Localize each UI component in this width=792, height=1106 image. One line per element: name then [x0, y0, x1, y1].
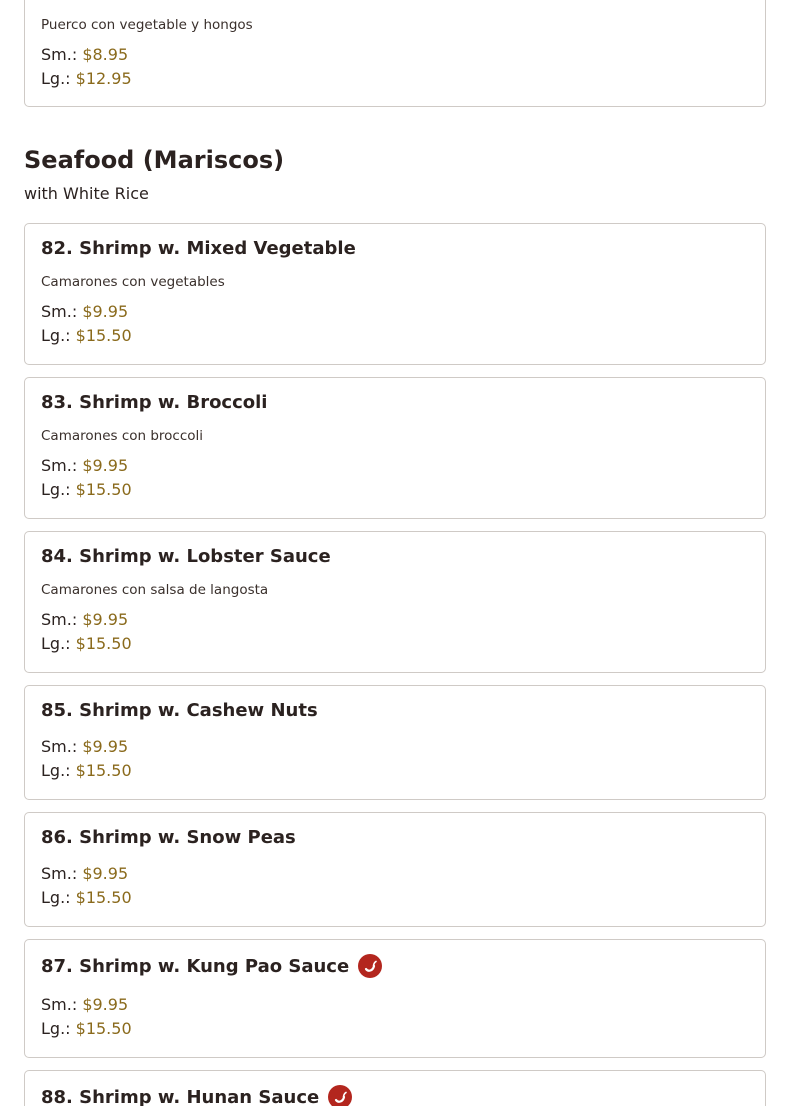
- item-name: 85. Shrimp w. Cashew Nuts: [41, 700, 318, 721]
- item-title: [41, 954, 382, 978]
- item-title: [41, 700, 318, 721]
- price-large-value: $15.50: [75, 634, 132, 653]
- price-small-value: $9.95: [82, 302, 129, 321]
- price-small-value: $9.95: [82, 610, 129, 629]
- price-small-label: Sm.:: [41, 995, 78, 1014]
- menu-item-card: [24, 223, 766, 365]
- item-name: 84. Shrimp w. Lobster Sauce: [41, 546, 331, 567]
- item-title: [41, 392, 267, 413]
- item-title: [41, 238, 356, 259]
- price-small-value: $8.95: [82, 45, 129, 64]
- item-name: 83. Shrimp w. Broccoli: [41, 392, 268, 413]
- price-large-value: $15.50: [75, 326, 132, 345]
- item-description: Camarones con salsa de langosta: [41, 582, 269, 598]
- price-small-value: $9.95: [82, 995, 129, 1014]
- chili-pepper-icon: [358, 954, 382, 978]
- price-large-value: $15.50: [75, 480, 132, 499]
- price-large-label: Lg.:: [41, 69, 71, 88]
- price-small-label: Sm.:: [41, 302, 78, 321]
- item-title: [41, 546, 331, 567]
- menu-item-card: [24, 939, 766, 1058]
- price-large-row: [41, 634, 132, 653]
- price-large-row: [41, 888, 132, 907]
- price-large-value: $15.50: [75, 1019, 132, 1038]
- item-name: 88. Shrimp w. Hunan Sauce: [41, 1086, 320, 1106]
- price-large-row: [41, 761, 132, 780]
- price-large-label: Lg.:: [41, 326, 71, 345]
- price-large-row: [41, 480, 132, 499]
- menu-item-card: [24, 685, 766, 800]
- menu-item-card: [24, 0, 766, 107]
- price-small-row: [41, 302, 128, 321]
- price-large-label: Lg.:: [41, 888, 71, 907]
- price-large-label: Lg.:: [41, 634, 71, 653]
- menu-item-card: [24, 531, 766, 673]
- price-large-label: Lg.:: [41, 761, 71, 780]
- price-small-value: $9.95: [82, 456, 129, 475]
- item-name: 82. Shrimp w. Mixed Vegetable: [41, 238, 356, 259]
- price-large-row: [41, 326, 132, 345]
- price-small-row: [41, 864, 128, 883]
- chili-pepper-icon: [328, 1085, 352, 1106]
- price-large-value: $15.50: [75, 888, 132, 907]
- section-title: Seafood (Mariscos): [24, 146, 285, 174]
- item-name: 87. Shrimp w. Kung Pao Sauce: [41, 955, 350, 977]
- item-name: 86. Shrimp w. Snow Peas: [41, 827, 296, 848]
- price-small-row: [41, 45, 128, 64]
- menu-item-card: [24, 377, 766, 519]
- menu-item-card: [24, 812, 766, 927]
- item-description: Camarones con vegetables: [41, 274, 225, 290]
- price-small-row: [41, 995, 128, 1014]
- price-small-row: [41, 610, 128, 629]
- price-large-row: [41, 69, 132, 88]
- price-small-value: $9.95: [82, 737, 129, 756]
- price-small-label: Sm.:: [41, 864, 78, 883]
- price-small-label: Sm.:: [41, 45, 78, 64]
- price-large-label: Lg.:: [41, 480, 71, 499]
- price-small-row: [41, 737, 128, 756]
- price-small-label: Sm.:: [41, 737, 78, 756]
- item-title: [41, 827, 296, 848]
- item-description: Camarones con broccoli: [41, 428, 204, 444]
- price-large-value: $15.50: [75, 761, 132, 780]
- menu-item-card: [24, 1070, 766, 1106]
- price-small-row: [41, 456, 128, 475]
- price-small-label: Sm.:: [41, 610, 78, 629]
- price-small-value: $9.95: [82, 864, 129, 883]
- item-description: Puerco con vegetable y hongos: [41, 17, 253, 33]
- price-small-label: Sm.:: [41, 456, 78, 475]
- price-large-row: [41, 1019, 132, 1038]
- section-subtitle: with White Rice: [24, 184, 149, 203]
- price-large-value: $12.95: [75, 69, 132, 88]
- item-title: [41, 1085, 352, 1106]
- price-large-label: Lg.:: [41, 1019, 71, 1038]
